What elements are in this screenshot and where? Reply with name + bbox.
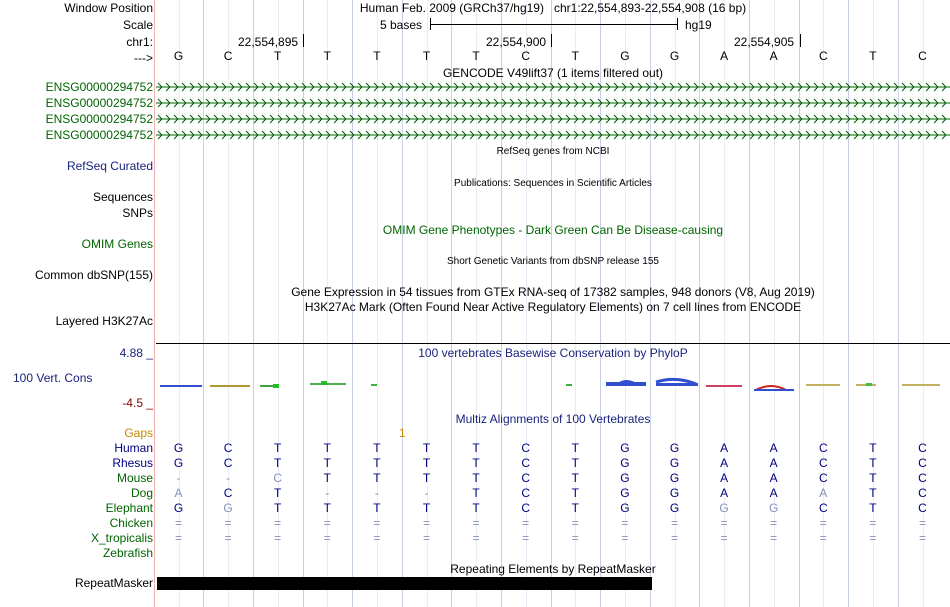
alignment-base: = [720, 531, 728, 545]
gencode-item-label[interactable]: ENSG00000294752 [45, 112, 153, 126]
gencode-gene-feature[interactable] [156, 128, 950, 142]
coord-tick-mark [303, 34, 304, 47]
alignment-base: A [769, 441, 778, 455]
alignment-base: A [720, 486, 729, 500]
species-label[interactable]: Chicken [109, 516, 153, 530]
alignment-base: = [373, 516, 381, 530]
alignment-base: G [669, 456, 680, 470]
alignment-base: C [521, 441, 531, 455]
coord-tick-label: 22,554,895 [238, 35, 299, 49]
window-position-label: Window Position [64, 1, 153, 15]
alignment-base: = [323, 531, 331, 545]
species-label[interactable]: Zebrafish [102, 546, 153, 560]
alignment-base: C [223, 486, 233, 500]
reference-base: T [274, 49, 282, 63]
alignment-base: = [522, 516, 530, 530]
alignment-base: T [869, 471, 877, 485]
alignment-base: = [571, 516, 579, 530]
repeatmasker-track-label[interactable]: RepeatMasker [74, 576, 153, 590]
alignment-base: A [174, 486, 183, 500]
gencode-track-title[interactable]: GENCODE V49lift37 (1 items filtered out) [442, 66, 664, 80]
alignment-base: A [720, 456, 729, 470]
alignment-base: A [720, 471, 729, 485]
reference-base: A [769, 49, 778, 63]
reference-base: T [571, 49, 579, 63]
alignment-base: = [274, 516, 282, 530]
scale-text: 5 bases [380, 18, 423, 32]
coord-tick-label: 22,554,900 [486, 35, 547, 49]
dbsnp-track-title[interactable]: Short Genetic Variants from dbSNP release 155 [447, 256, 659, 267]
alignment-base: = [621, 516, 629, 530]
alignment-base: = [869, 516, 877, 530]
alignment-base: T [422, 441, 431, 455]
alignment-base: = [274, 531, 282, 545]
gencode-gene-feature[interactable] [156, 112, 950, 126]
species-label[interactable]: Elephant [105, 501, 153, 515]
reference-base: G [669, 49, 680, 63]
alignment-base: C [521, 471, 531, 485]
alignment-base: T [422, 471, 431, 485]
alignment-base: G [669, 471, 680, 485]
alignment-base: A [769, 471, 778, 485]
alignment-base: C [818, 471, 828, 485]
alignment-base: = [174, 531, 182, 545]
alignment-base: G [620, 441, 630, 455]
alignment-base: C [918, 501, 927, 515]
alignment-base: T [472, 441, 480, 455]
alignment-base: G [669, 441, 680, 455]
cons-track-label[interactable]: 100 Vert. Cons [13, 371, 93, 385]
gencode-gene-feature[interactable] [156, 96, 950, 110]
alignment-base: T [373, 441, 381, 455]
alignment-base: = [621, 531, 629, 545]
alignment-base: T [274, 441, 282, 455]
reference-base: C [818, 49, 828, 63]
alignment-base: = [670, 516, 678, 530]
alignment-base: G [719, 501, 729, 515]
strand-label: ---> [134, 51, 153, 65]
alignment-base: A [769, 486, 778, 500]
alignment-base: = [224, 531, 232, 545]
alignment-base: = [819, 516, 827, 530]
alignment-base: G [620, 456, 630, 470]
alignment-base: = [323, 516, 331, 530]
species-label[interactable]: Dog [130, 486, 153, 500]
window-position-value: Human Feb. 2009 (GRCh37/hg19) chr1:22,554,893-22,554,908 (16 bp) [359, 1, 747, 15]
alignment-base: C [521, 456, 531, 470]
alignment-base: G [223, 501, 233, 515]
dbsnp-track-label[interactable]: Common dbSNP(155) [34, 268, 153, 282]
alignment-base: C [918, 486, 927, 500]
alignment-base: = [571, 531, 579, 545]
species-label[interactable]: Mouse [116, 471, 153, 485]
alignment-base: C [273, 471, 283, 485]
scale-assembly: hg19 [685, 18, 712, 32]
alignment-base: T [472, 456, 480, 470]
alignment-base: T [373, 501, 381, 515]
reference-base: G [173, 49, 184, 63]
alignment-base: T [571, 441, 579, 455]
alignment-base: T [274, 486, 282, 500]
alignment-base: T [869, 456, 877, 470]
alignment-base: T [869, 501, 877, 515]
refseq-track-title[interactable]: RefSeq genes from NCBI [496, 146, 610, 157]
repeatmasker-track-title[interactable]: Repeating Elements by RepeatMasker [450, 562, 656, 576]
alignment-base: = [670, 531, 678, 545]
coord-tick-mark [800, 34, 801, 47]
alignment-base: T [323, 501, 331, 515]
coord-tick-label: 22,554,905 [734, 35, 795, 49]
alignment-base: G [173, 441, 184, 455]
reference-base: T [472, 49, 480, 63]
alignment-base: T [472, 501, 480, 515]
alignment-base: C [223, 441, 233, 455]
alignment-base: C [223, 456, 233, 470]
alignment-base: = [770, 531, 778, 545]
alignment-base: T [274, 501, 282, 515]
omim-track-title[interactable]: OMIM Gene Phenotypes - Dark Green Can Be Disease-causing [382, 223, 724, 237]
reference-base: C [521, 49, 531, 63]
alignment-base: G [620, 486, 630, 500]
cons-track-title[interactable]: 100 vertebrates Basewise Conservation by PhyloP [418, 346, 688, 360]
alignment-base: G [173, 456, 184, 470]
alignment-base: C [918, 441, 927, 455]
alignment-base: = [522, 531, 530, 545]
reference-base: T [869, 49, 877, 63]
scale-bar-line [430, 24, 677, 25]
alignment-base: C [918, 471, 927, 485]
alignment-base: T [472, 471, 480, 485]
alignment-base: T [373, 471, 381, 485]
cons-wiggle [156, 370, 950, 396]
multiz-track-title[interactable]: Multiz Alignments of 100 Vertebrates [455, 412, 651, 426]
alignment-base: C [818, 441, 828, 455]
alignment-base: = [422, 516, 430, 530]
alignment-base: G [769, 501, 779, 515]
reference-base: T [422, 49, 431, 63]
gencode-item-label[interactable]: ENSG00000294752 [45, 128, 153, 142]
species-label[interactable]: X_tropicalis [90, 531, 153, 545]
alignment-base: T [422, 501, 431, 515]
reference-base: G [620, 49, 630, 63]
reference-base: A [720, 49, 729, 63]
coord-tick-mark [551, 34, 552, 47]
alignment-base: = [819, 531, 827, 545]
alignment-base: = [472, 516, 480, 530]
refseq-track-label[interactable]: RefSeq Curated [66, 159, 153, 173]
species-label[interactable]: Human [114, 441, 153, 455]
alignment-base: C [818, 501, 828, 515]
alignment-base: G [669, 486, 680, 500]
alignment-base: = [472, 531, 480, 545]
alignment-base: = [224, 516, 232, 530]
cons-axis-min: -4.5 _ [122, 396, 153, 410]
gencode-gene-feature[interactable] [156, 80, 950, 94]
alignment-base: = [918, 531, 926, 545]
alignment-base: = [720, 516, 728, 530]
alignment-base: T [323, 456, 331, 470]
alignment-base: - [374, 486, 379, 500]
alignment-base: - [176, 471, 181, 485]
h3k27ac-track-title[interactable]: H3K27Ac Mark (Often Found Near Active Regulatory Elements) on 7 cell lines from ENCODE [304, 300, 802, 314]
alignment-base: T [571, 486, 579, 500]
alignment-base: G [173, 501, 184, 515]
reference-base: T [373, 49, 381, 63]
alignment-base: C [818, 456, 828, 470]
gtex-track-title[interactable]: Gene Expression in 54 tissues from GTEx RNA-seq of 17382 samples, 948 donors (V8, Aug 2019) [291, 285, 815, 299]
reference-base: C [223, 49, 233, 63]
scale-bar-right-tick [677, 18, 678, 30]
omim-track-label[interactable]: OMIM Genes [81, 237, 153, 251]
chrom-label: chr1: [126, 35, 153, 49]
snps-track-label[interactable]: SNPs [122, 206, 153, 220]
alignment-base: - [226, 471, 231, 485]
label-separator [154, 0, 155, 607]
alignment-base: - [424, 486, 429, 500]
alignment-base: C [521, 501, 531, 515]
alignment-base: = [174, 516, 182, 530]
alignment-base: = [422, 531, 430, 545]
alignment-base: G [620, 471, 630, 485]
gencode-item-label[interactable]: ENSG00000294752 [45, 96, 153, 110]
alignment-base: - [325, 486, 330, 500]
publications-track-title[interactable]: Publications: Sequences in Scientific Articles [454, 178, 652, 189]
gencode-item-label[interactable]: ENSG00000294752 [45, 80, 153, 94]
alignment-base: T [274, 456, 282, 470]
h3k27ac-baseline [156, 343, 950, 344]
alignment-base: = [918, 516, 926, 530]
alignment-base: T [869, 486, 877, 500]
alignment-base: C [521, 486, 531, 500]
h3k27ac-track-label[interactable]: Layered H3K27Ac [55, 314, 153, 328]
alignment-base: T [571, 471, 579, 485]
reference-base: T [323, 49, 331, 63]
alignment-base: A [720, 441, 729, 455]
scale-label: Scale [122, 18, 153, 32]
alignment-base: A [819, 486, 828, 500]
alignment-base: T [571, 456, 579, 470]
alignment-base: T [869, 441, 877, 455]
gaps-label: Gaps [124, 426, 153, 440]
alignment-base: A [769, 456, 778, 470]
alignment-base: = [869, 531, 877, 545]
reference-base: C [918, 49, 927, 63]
alignment-base: T [323, 441, 331, 455]
alignment-base: T [422, 456, 431, 470]
sequences-track-label[interactable]: Sequences [92, 190, 153, 204]
cons-axis-max: 4.88 _ [119, 346, 153, 360]
alignment-base: T [373, 456, 381, 470]
alignment-base: T [472, 486, 480, 500]
repeat-element-bar[interactable] [157, 577, 652, 590]
alignment-base: = [373, 531, 381, 545]
alignment-base: = [770, 516, 778, 530]
alignment-base: T [323, 471, 331, 485]
alignment-base: T [571, 501, 579, 515]
alignment-base: G [620, 501, 630, 515]
alignment-base: C [918, 456, 927, 470]
species-label[interactable]: Rhesus [112, 456, 153, 470]
gaps-count: 1 [399, 426, 406, 440]
alignment-base: G [669, 501, 680, 515]
